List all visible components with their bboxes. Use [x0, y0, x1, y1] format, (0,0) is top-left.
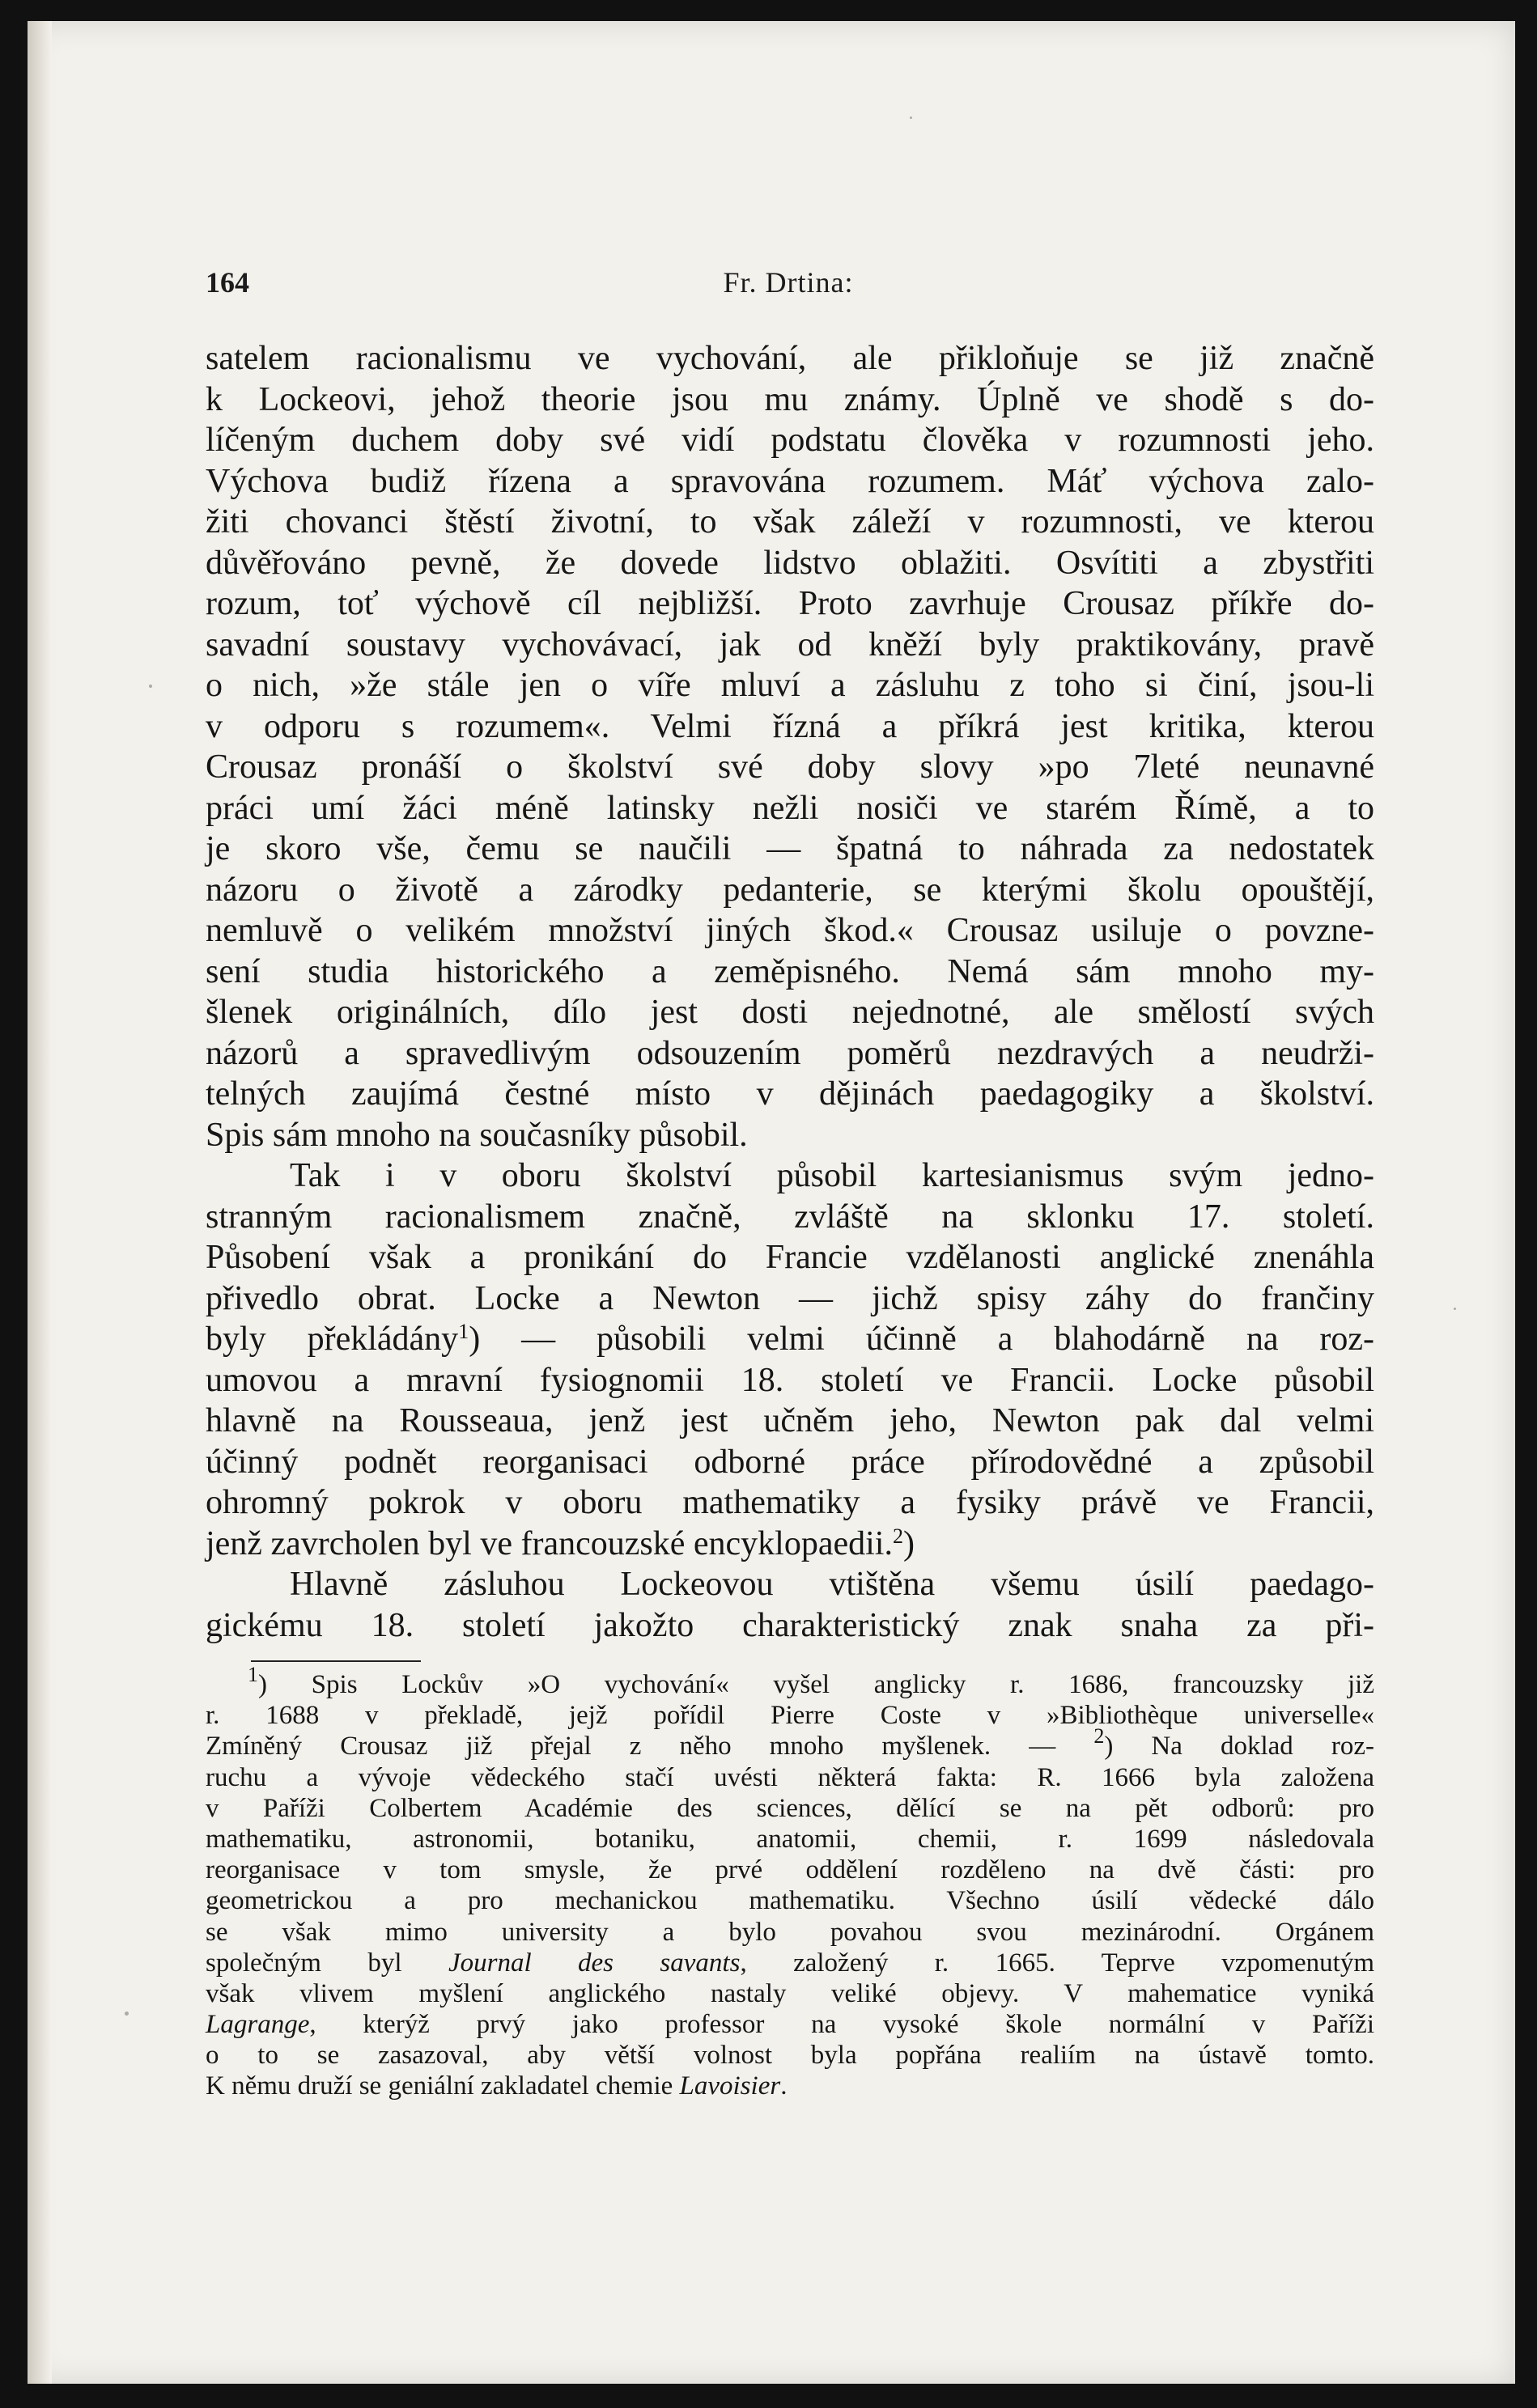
- footnote-line: reorganisace v tom smysle, že prvé oddělení rozděleno na dvě části: pro: [206, 1855, 1374, 1885]
- text-line: Tak i v oboru školství působil kartesianismus svým jedno-: [290, 1157, 1374, 1194]
- text-fragment: .: [780, 2071, 788, 2101]
- footnote-mark-1: 1: [248, 1663, 258, 1686]
- text-fragment: ) Na doklad roz-: [1104, 1732, 1374, 1761]
- footnote-ref-1: 1: [458, 1320, 469, 1343]
- text-fragment: ): [902, 1524, 915, 1562]
- footnote-line: [206, 1724, 1374, 1761]
- text-line: názoru o životě a zárodky pedanterie, se kterými školu opouštějí,: [206, 871, 1374, 909]
- text-line: v odporu s rozumem«. Velmi řízná a příkrá jest kritika, kterou: [206, 707, 1374, 745]
- text-fragment: ) Spis Lockův »O vychování« vyšel anglicky r. 1686, francouzsky již: [258, 1670, 1374, 1699]
- journal-title: Journal des savants: [448, 1948, 741, 1978]
- person-name: Lagrange: [206, 2010, 310, 2040]
- text-line: hlavně na Rousseaua, jenž jest učněm jeho, Newton pak dal velmi: [206, 1402, 1374, 1439]
- footnote-line: [206, 2071, 1374, 2101]
- text-line: umovou a mravní fysiognomii 18. století ve Francii. Locke působil: [206, 1361, 1374, 1399]
- scan-speck: [910, 117, 912, 119]
- text-line: Hlavně zásluhou Lockeovou vtištěna všemu úsilí paedago-: [290, 1566, 1374, 1603]
- footnote-ref-2: 2: [892, 1524, 903, 1548]
- text-line: [206, 1524, 1374, 1565]
- footnote-line: v Paříži Colbertem Académie des sciences, dělící se na pět odborů: pro: [206, 1793, 1374, 1823]
- page-number: 164: [206, 266, 249, 299]
- text-fragment: společným byl: [206, 1948, 448, 1978]
- main-text: [206, 338, 1374, 1646]
- text-fragment: ) — působili velmi účinně a blahodárně na roz-: [469, 1321, 1375, 1358]
- text-line: nemluvě o velikém množství jiných škod.« Crousaz usiluje o povzne-: [206, 912, 1374, 949]
- text-fragment: , kterýž prvý jako professor na vysoké škole normální v Paříži: [309, 2010, 1374, 2040]
- footnote-line: [206, 1663, 1374, 1700]
- text-line: stranným racionalismem značně, zvláště na sklonku 17. století.: [206, 1198, 1374, 1236]
- text-line: savadní soustavy vychovávací, jak od kněží byly praktikovány, pravě: [206, 625, 1374, 663]
- footnote-line: o to se zasazoval, aby větší volnost byla popřána realiím na ústavě tomto.: [206, 2041, 1374, 2071]
- text-line: Působení však a pronikání do Francie vzdělanosti anglické znenáhla: [206, 1239, 1374, 1276]
- footnote-line: mathematiku, astronomii, botaniku, anatomii, chemii, r. 1699 následovala: [206, 1824, 1374, 1854]
- scan-speck: [1454, 1308, 1456, 1310]
- text-line: líčeným duchem doby své vidí podstatu člověka v rozumnosti jeho.: [206, 422, 1374, 459]
- footnote-line: [206, 1948, 1374, 1978]
- text-line: satelem racionalismu ve vychování, ale přikloňuje se již značně: [206, 340, 1374, 377]
- running-head: Fr. Drtina:: [723, 266, 854, 299]
- text-fragment: Zmíněný Crousaz již přejal z něho mnoho myšlenek. —: [206, 1732, 1094, 1761]
- text-line: [206, 1319, 1374, 1360]
- text-line: žiti chovanci štěstí životní, to však záleží v rozumnosti, ve kterou: [206, 503, 1374, 541]
- text-fragment: , založený r. 1665. Teprve vzpomenutým: [740, 1948, 1374, 1978]
- text-line: telných zaujímá čestné místo v dějinách paedagogiky a školství.: [206, 1075, 1374, 1113]
- footnote-separator: [251, 1660, 421, 1662]
- person-name: Lavoisier: [679, 2071, 781, 2101]
- footnote-line: r. 1688 v překladě, jejž pořídil Pierre Coste v »Bibliothèque universelle«: [206, 1701, 1374, 1731]
- text-line: gickému 18. století jakožto charakteristický znak snaha za při-: [206, 1606, 1374, 1644]
- footnote-mark-2: 2: [1093, 1724, 1105, 1749]
- text-line: důvěřováno pevně, že dovede lidstvo oblažiti. Osvítiti a zbystřiti: [206, 544, 1374, 582]
- text-line: Spis sám mnoho na současníky působil.: [206, 1116, 748, 1154]
- text-line: účinný podnět reorganisaci odborné práce přírodovědné a způsobil: [206, 1443, 1374, 1481]
- scan-speck: [149, 685, 152, 688]
- text-fragment: byly překládány: [206, 1321, 459, 1358]
- footnotes: [206, 1663, 1374, 2102]
- text-line: práci umí žáci méně latinsky nežli nosiči ve starém Římě, a to: [206, 789, 1374, 827]
- text-line: o nich, »že stále jen o víře mluví a zásluhu z toho si činí, jsou-li: [206, 667, 1374, 704]
- page-header: [206, 265, 1371, 304]
- text-fragment: K němu druží se geniální zakladatel chemie: [206, 2071, 680, 2101]
- footnote-line: ruchu a vývoje vědeckého stačí uvésti některá fakta: R. 1666 byla založena: [206, 1762, 1374, 1792]
- text-line: Crousaz pronáší o školství své doby slovy »po 7leté neunavné: [206, 748, 1374, 786]
- footnote-line: se však mimo university a bylo povahou svou mezinárodní. Orgánem: [206, 1917, 1374, 1947]
- page-fold-shadow: [28, 21, 52, 2384]
- text-line: sení studia historického a zeměpisného. Nemá sám mnoho my-: [206, 952, 1374, 990]
- footnote-line: však vlivem myšlení anglického nastaly veliké objevy. V mahematice vyniká: [206, 1978, 1374, 2008]
- text-line: přivedlo obrat. Locke a Newton — jichž spisy záhy do frančiny: [206, 1279, 1374, 1317]
- text-line: je skoro vše, čemu se naučili — špatná to náhrada za nedostatek: [206, 830, 1374, 867]
- text-line: šlenek originálních, dílo jest dosti nejednotné, ale smělostí svých: [206, 994, 1374, 1031]
- scan-speck: [125, 2012, 129, 2016]
- text-line: k Lockeovi, jehož theorie jsou mu známy. Úplně ve shodě s do-: [206, 380, 1374, 418]
- text-line: Výchova budiž řízena a spravována rozumem. Máť výchova zalo-: [206, 462, 1374, 500]
- text-line: ohromný pokrok v oboru mathematiky a fysiky právě ve Francii,: [206, 1484, 1374, 1521]
- footnote-line: [206, 2009, 1374, 2040]
- text-line: názorů a spravedlivým odsouzením poměrů nezdravých a neudrži-: [206, 1034, 1374, 1072]
- text-line: rozum, toť výchově cíl nejbližší. Proto zavrhuje Crousaz příkře do-: [206, 585, 1374, 622]
- footnote-line: geometrickou a pro mechanickou mathematiku. Všechno úsilí vědecké dálo: [206, 1886, 1374, 1916]
- text-fragment: jenž zavrcholen byl ve francouzské encyklopaedii.: [206, 1524, 893, 1562]
